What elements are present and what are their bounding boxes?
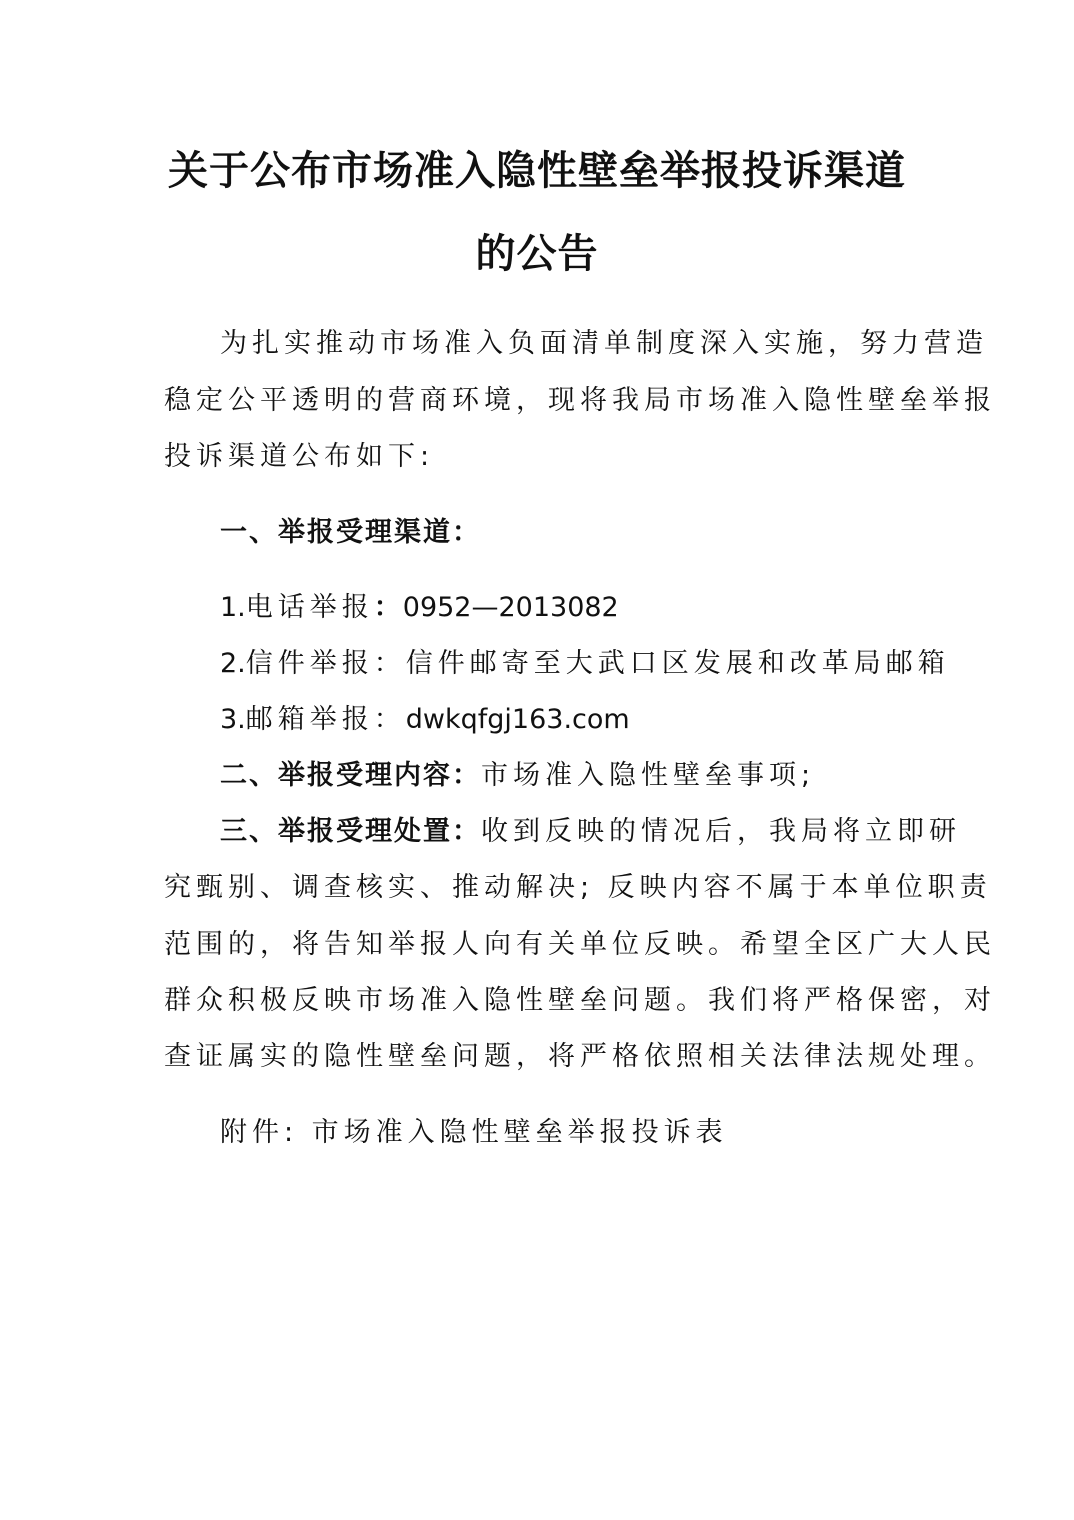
channel-label: 电话举报: [245, 592, 374, 623]
section-3-line-1: [220, 812, 961, 852]
intro-line-2: 稳定公平透明的营商环境，现将我局市场准入隐性壁垒举报: [164, 385, 996, 416]
document-title-line-2: 的公告: [475, 230, 599, 277]
channel-item-letter: [220, 644, 950, 684]
channel-separator: ：: [373, 648, 406, 679]
intro-line-3: 投诉渠道公布如下:: [164, 441, 435, 472]
section-3-text: 收到反映的情况后，我局将立即研: [481, 816, 961, 847]
channel-value: 信件邮寄至大武口区发展和改革局邮箱: [405, 648, 950, 679]
channel-value: dwkqfgj163.com: [405, 704, 630, 735]
section-2-heading: 二、举报受理内容：: [220, 760, 481, 791]
channel-label: 信件举报: [245, 648, 374, 679]
document-title-line-1: 关于公布市场准入隐性壁垒举报投诉渠道: [168, 147, 906, 194]
channel-item-email: [220, 700, 630, 740]
section-3-line-5: 查证属实的隐性壁垒问题，将严格依照相关法律法规处理。: [164, 1041, 996, 1072]
attachment-line: 附件: 市场准入隐性壁垒举报投诉表: [220, 1117, 728, 1148]
section-1-heading: 一、举报受理渠道：: [220, 517, 481, 548]
channel-item-phone: [220, 588, 619, 628]
section-2-line: [220, 756, 815, 796]
channel-number: 3.: [220, 704, 246, 735]
intro-line-1: 为扎实推动市场准入负面清单制度深入实施，努力营造: [220, 328, 988, 359]
section-2-text: 市场准入隐性壁垒事项;: [481, 760, 816, 791]
channel-number: 2.: [220, 648, 246, 679]
channel-label: 邮箱举报: [245, 704, 374, 735]
channel-value: 0952—2013082: [402, 592, 619, 623]
channel-number: 1.: [220, 592, 246, 623]
channel-separator: ：: [373, 592, 403, 623]
section-3-line-4: 群众积极反映市场准入隐性壁垒问题。我们将严格保密，对: [164, 985, 996, 1016]
section-3-line-3: 范围的，将告知举报人向有关单位反映。希望全区广大人民: [164, 929, 996, 960]
section-3-line-2: 究甄别、调查核实、推动解决; 反映内容不属于本单位职责: [164, 872, 992, 903]
channel-separator: ：: [373, 704, 406, 735]
section-3-heading: 三、举报受理处置：: [220, 816, 481, 847]
